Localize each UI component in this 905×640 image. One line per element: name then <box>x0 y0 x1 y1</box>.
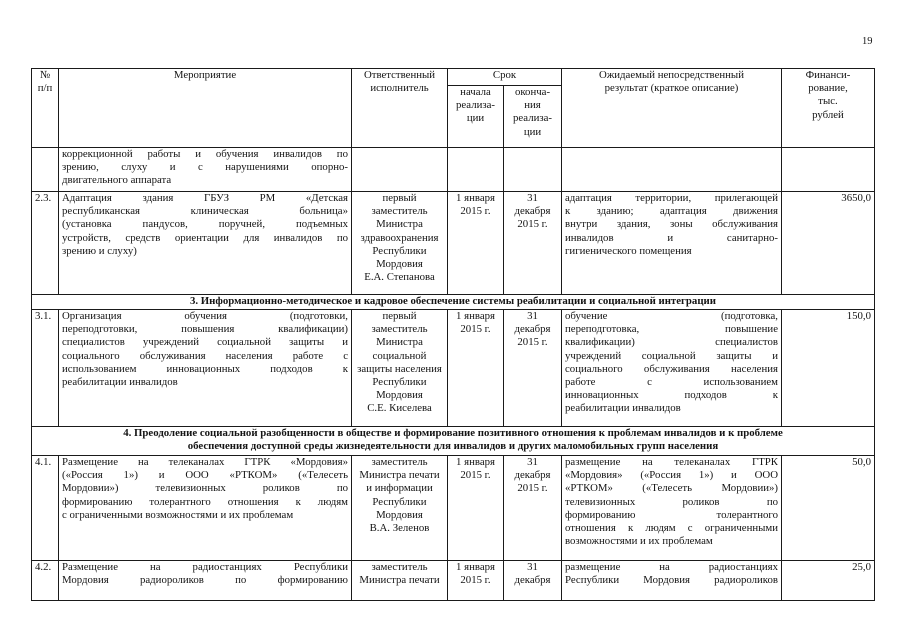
section-row <box>32 295 875 310</box>
header-finance: Финанси- рование, тыс. рублей <box>782 69 875 148</box>
result-cell: размещение на телеканалах ГТРК «Мордовия» («Россия 1») и ООО «РТКОМ» («Телесеть Мордовии») телевизионных роликов по формированию толерантного отношения к людям с ограниченными возможностями и их проблемам <box>562 456 782 561</box>
finance-cell: 3650,0 <box>782 192 875 295</box>
header-result: Ожидаемый непосредственный результат (краткое описание) <box>562 69 782 148</box>
event-cell: коррекционной работы и обучения инвалидов по зрению, слуху и с нарушениями опорно- двигательного аппарата <box>59 148 352 192</box>
result-cell: обучение (подготовка, переподготовка, повышение квалификации) специалистов учреждений социальной защиты и социального обслуживания населения работе с использованием инновационных подходов к реабилитации инвалидов <box>562 310 782 427</box>
table-row-continuation <box>32 148 875 192</box>
header-responsible: Ответственный исполнитель <box>352 69 448 148</box>
responsible-cell: заместитель Министра печати <box>352 561 448 601</box>
row-number: 4.2. <box>32 561 59 601</box>
start-cell: 1 января 2015 г. <box>448 456 504 561</box>
end-cell: 31 декабря 2015 г. <box>504 310 562 427</box>
end-cell: 31 декабря 2015 г. <box>504 192 562 295</box>
activities-table <box>31 68 875 601</box>
row-number: 2.3. <box>32 192 59 295</box>
responsible-cell: первый заместитель Министра здравоохранения Республики Мордовия Е.А. Степанова <box>352 192 448 295</box>
table-row <box>32 192 875 295</box>
section-title: 4. Преодоление социальной разобщенности в обществе и формирование позитивного отношения к проблемам инвалидов и к проблеме обеспечения доступной среды жизнедеятельности для инвалидов и других маломобильных групп населения <box>32 427 875 456</box>
section-title: 3. Информационно-методическое и кадровое обеспечение системы реабилитации и социальной интеграции <box>32 295 875 310</box>
event-cell: Организация обучения (подготовки, переподготовки, повышения квалификации) специалистов учреждений социальной защиты и социального обслуживания населения работе с использованием инновационных подходов к реабилитации инвалидов <box>59 310 352 427</box>
header-num: № п/п <box>32 69 59 148</box>
event-cell: Размещение на телеканалах ГТРК «Мордовия» («Россия 1») и ООО «РТКОМ» («Телесеть Мордовии») телевизионных роликов по формированию толерантного отношения к людям с ограниченными возможностями и их проблемам <box>59 456 352 561</box>
header-term-end: оконча- ния реализа- ции <box>504 86 562 148</box>
start-cell: 1 января 2015 г. <box>448 192 504 295</box>
finance-cell: 25,0 <box>782 561 875 601</box>
page-number: 19 <box>862 36 873 47</box>
row-number: 3.1. <box>32 310 59 427</box>
header-event: Мероприятие <box>59 69 352 148</box>
finance-cell: 150,0 <box>782 310 875 427</box>
result-cell: размещение на радиостанциях Республики Мордовия радиороликов <box>562 561 782 601</box>
responsible-cell: заместитель Министра печати и информации Республики Мордовия В.А. Зеленов <box>352 456 448 561</box>
start-cell: 1 января 2015 г. <box>448 310 504 427</box>
start-cell: 1 января 2015 г. <box>448 561 504 601</box>
header-term: Срок <box>448 69 562 86</box>
finance-cell: 50,0 <box>782 456 875 561</box>
header-row <box>32 69 875 86</box>
responsible-cell: первый заместитель Министра социальной защиты населения Республики Мордовия С.Е. Киселева <box>352 310 448 427</box>
row-number: 4.1. <box>32 456 59 561</box>
section-row <box>32 427 875 456</box>
table-row <box>32 310 875 427</box>
header-term-start: начала реализа- ции <box>448 86 504 148</box>
event-cell: Адаптация здания ГБУЗ РМ «Детская республиканская клиническая больница» (установка пандусов, поручней, подъемных устройств, средств ориентации для инвалидов по зрению и слуху) <box>59 192 352 295</box>
end-cell: 31 декабря 2015 г. <box>504 456 562 561</box>
end-cell: 31 декабря <box>504 561 562 601</box>
result-cell: адаптация территории, прилегающей к зданию; адаптация движения внутри здания, зоны обслуживания инвалидов и санитарно- гигиенического помещения <box>562 192 782 295</box>
event-cell: Размещение на радиостанциях Республики Мордовия радиороликов по формированию <box>59 561 352 601</box>
table-row <box>32 561 875 601</box>
table-row <box>32 456 875 561</box>
